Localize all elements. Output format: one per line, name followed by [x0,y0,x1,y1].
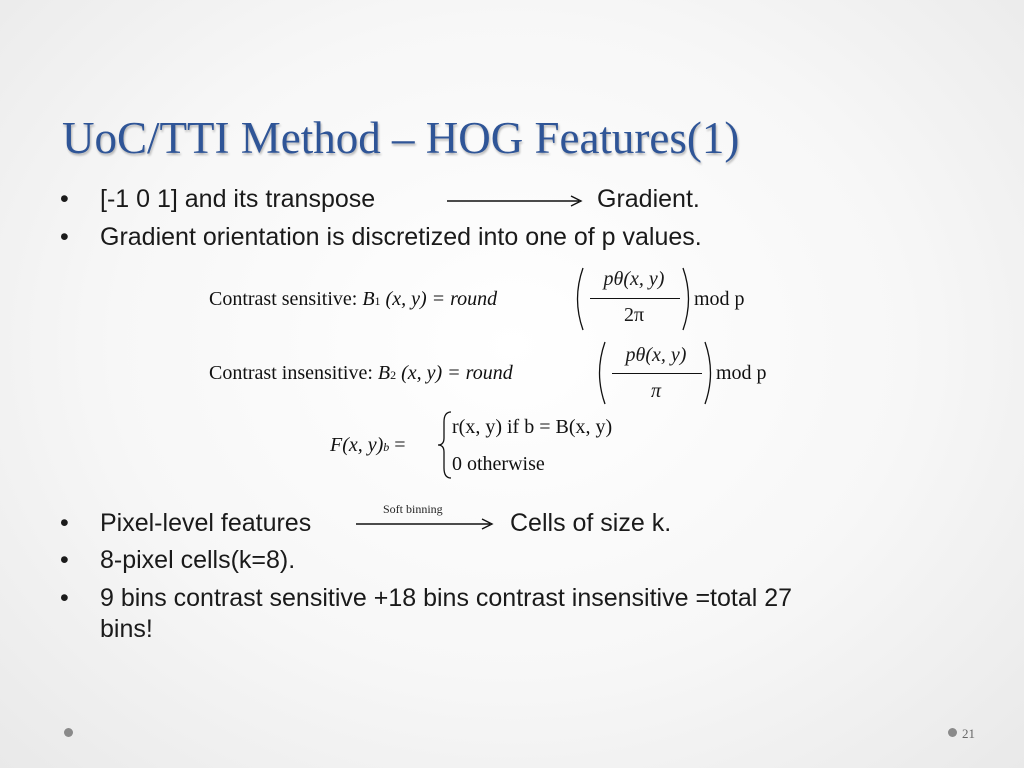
equation-1-args: (x, y) = round [385,288,498,310]
equation-1-label: Contrast sensitive: [209,288,358,310]
equation-3-equals: = [394,434,406,456]
footer-dot-right [948,728,957,737]
equation-3-lhs: F(x, y) [330,434,384,456]
left-paren-icon [570,266,586,332]
bullet-1-result: Gradient. [597,185,700,213]
equation-3-sub: b [383,440,390,454]
bullet-dot: • [60,185,69,213]
slide-title: UoC/TTI Method – HOG Features(1) [62,113,740,163]
right-arrow-icon [447,190,587,210]
bullet-dot: • [60,509,69,537]
equation-2-denominator: π [650,380,662,402]
right-arrow-icon [356,514,498,534]
equation-3 [330,434,406,457]
equation-2 [209,362,513,385]
fraction-bar [612,373,702,374]
equation-2-args: (x, y) = round [401,362,513,384]
bullet-5-text-continued: bins! [100,615,153,643]
equation-1 [209,288,497,311]
footer-dot-left [64,728,73,737]
equation-3-case-2: 0 otherwise [452,453,545,475]
equation-2-label: Contrast insensitive: [209,362,373,384]
equation-2-lhs: B [377,362,391,384]
fraction-bar [590,298,680,299]
equation-1-numerator: pθ(x, y) [603,268,665,290]
equation-1-tail: mod p [694,288,745,310]
bullet-1-text: [-1 0 1] and its transpose [100,185,376,213]
equation-2-tail: mod p [716,362,767,384]
bullet-3-result: Cells of size k. [510,509,672,537]
equation-1-denominator: 2π [623,304,645,326]
equation-2-sub: 2 [390,368,397,382]
equation-3-case-1: r(x, y) if b = B(x, y) [452,416,613,438]
bullet-3-text: Pixel-level features [100,509,312,537]
soft-binning-label: Soft binning [383,502,443,516]
equation-1-lhs: B [362,288,375,310]
equation-1-sub: 1 [374,294,381,308]
bullet-5-text: 9 bins contrast sensitive +18 bins contrast insensitive =total 27 [100,584,793,612]
bullet-4-text: 8-pixel cells(k=8). [100,546,296,574]
bullet-dot: • [60,546,69,574]
page-number: 21 [962,726,975,741]
bullet-2-text: Gradient orientation is discretized into one of p values. [100,223,702,251]
bullet-dot: • [60,584,69,612]
bullet-dot: • [60,223,69,251]
left-paren-icon [592,340,608,406]
equation-2-numerator: pθ(x, y) [625,344,687,366]
